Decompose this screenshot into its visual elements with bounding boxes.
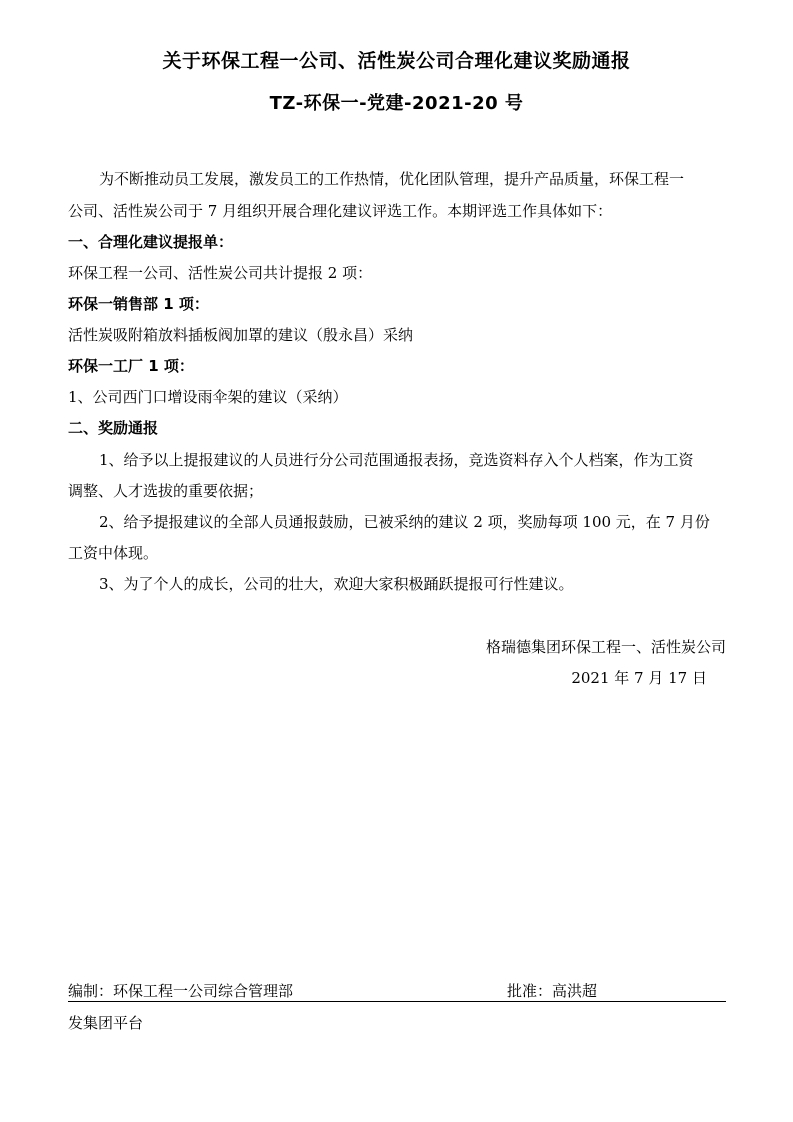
- group1-heading: 环保一销售部 1 项：: [68, 295, 209, 313]
- intro-line-2: 公司、活性炭公司于 7 月组织开展合理化建议评选工作。本期评选工作具体如下：: [68, 202, 613, 220]
- footer-approval-bar: [68, 981, 726, 1002]
- approved-by: 批准：高洪超: [507, 982, 598, 1000]
- signature-date: 2021 年 7 月 17 日: [571, 669, 707, 687]
- section1-summary: 环保工程一公司、活性炭公司共计提报 2 项：: [68, 264, 373, 282]
- reward-item-2-line-2: 工资中体现。: [68, 544, 159, 562]
- section1-heading: 一、合理化建议提报单：: [68, 233, 234, 251]
- reward-item-1-line-2: 调整、人才选拔的重要依据；: [68, 482, 264, 500]
- reward-item-2-line-1: 2、给予提报建议的全部人员通报鼓励，已被采纳的建议 2 项，奖励每项 100 元，在 7 月份: [99, 513, 710, 531]
- group2-heading: 环保一工厂 1 项：: [68, 357, 194, 375]
- distribution: 发集团平台: [68, 1014, 144, 1032]
- group2-item: 1、公司西门口增设雨伞架的建议（采纳）: [68, 388, 348, 406]
- group1-item: 活性炭吸附箱放料插板阀加罩的建议（殷永昌）采纳: [68, 326, 414, 344]
- section2-heading: 二、奖励通报: [68, 419, 159, 437]
- document-title: 关于环保工程一公司、活性炭公司合理化建议奖励通报: [162, 50, 631, 72]
- intro-line-1: 为不断推动员工发展，激发员工的工作热情，优化团队管理，提升产品质量，环保工程一: [99, 170, 685, 188]
- reward-item-3: 3、为了个人的成长，公司的壮大，欢迎大家积极踊跃提报可行性建议。: [99, 575, 574, 593]
- reward-item-1-line-1: 1、给予以上提报建议的人员进行分公司范围通报表扬，竞选资料存入个人档案，作为工资: [99, 451, 694, 469]
- document-number: TZ-环保一-党建-2021-20 号: [269, 93, 524, 114]
- signature-org: 格瑞德集团环保工程一、活性炭公司: [485, 638, 726, 656]
- compiled-by: 编制：环保工程一公司综合管理部: [68, 982, 294, 1000]
